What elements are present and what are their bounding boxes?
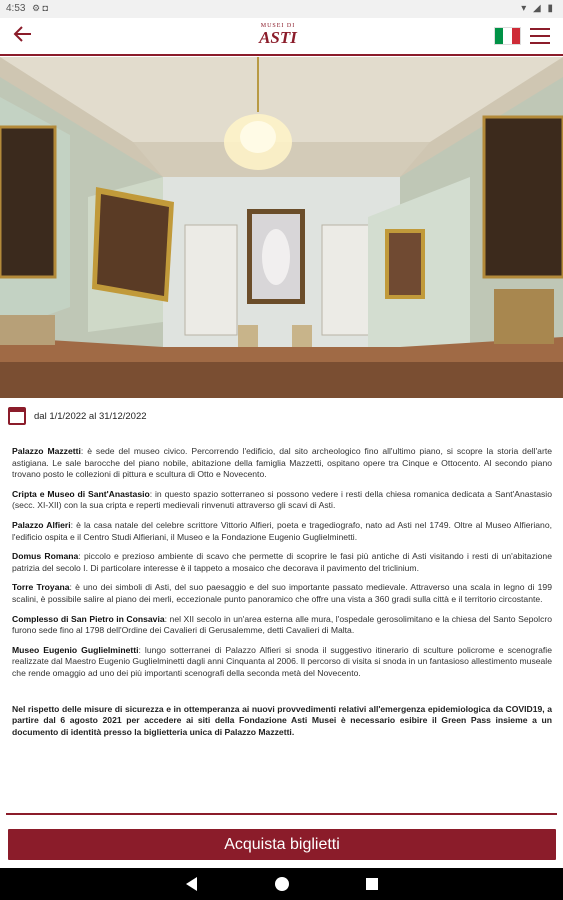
section-text: : in questo spazio sotterraneo si possono vedere i resti della chiesa romanica dedicata a Sant'Anastasio (secc. XI-XII) con la sua cripta e reperti medievali rinvenuti attraverso gli scavi di Asti.	[12, 488, 552, 511]
section-palazzo-alfieri	[12, 520, 552, 543]
logo-small-text: MUSEI DI	[260, 23, 296, 29]
museum-description	[12, 446, 552, 746]
buy-tickets-button[interactable]: Acquista biglietti	[8, 829, 556, 860]
section-title: Domus Romana	[12, 551, 79, 562]
section-museo-guglielminetti	[12, 645, 552, 680]
section-text: : è uno dei simboli di Asti, del suo paesaggio e del suo importante passato medievale. Attraverso una scala in legno di 199 scalini, è possibile salire al piano dei merli, eccezionale punto panoramico che offre una vista a 360 gradi sulla città e il territorio circostante.	[12, 582, 552, 604]
section-torre-troyana	[12, 582, 552, 605]
section-text: : è la casa natale del celebre scrittore Vittorio Alfieri, poeta e tragediografo, nato ad Asti nel 1749. Oltre al Museo Alfieriano, l'edificio ospita e il Centro Studi Alfieriani, il Museo e la Fondazione Eugenio Guglielminetti.	[12, 519, 552, 542]
event-date-row	[8, 405, 147, 427]
system-navigation-bar	[0, 868, 563, 900]
section-domus-romana	[12, 551, 552, 574]
notification-icons: ⚙ ◘	[32, 3, 49, 13]
section-title: Complesso di San Pietro in Consavia	[12, 613, 165, 624]
system-status-icons: ▾ ◢ ▮	[521, 3, 555, 14]
section-title: Cripta e Museo di Sant'Anastasio	[12, 488, 150, 499]
section-text: : nel XII secolo in un'area esterna alle mura, l'ospedale gerosolimitano e la chiesa del Santo Sepolcro furono sede fino al 1798 dell'Ordine dei Cavalieri di Gerusalemme, detti Cavalieri di Malta.	[12, 613, 553, 636]
italian-flag-icon[interactable]	[494, 27, 521, 45]
nav-home-icon[interactable]	[275, 877, 289, 891]
back-arrow-icon[interactable]	[10, 24, 36, 50]
app-bar	[0, 18, 563, 56]
status-bar	[0, 0, 563, 18]
section-palazzo-mazzetti	[12, 446, 552, 481]
section-title: Palazzo Alfieri	[12, 519, 71, 530]
section-text: : piccolo e prezioso ambiente di scavo che permette di scoprire le fasi più antiche di Asti visitando i resti di un'abitazione patrizia del secolo I. Di particolare interesse è il tappeto a mosaico che decorava il pavimento del triclinium.	[12, 551, 552, 573]
musei-di-asti-logo[interactable]	[258, 20, 298, 52]
section-text: : lungo sotterranei di Palazzo Alfieri si snoda il suggestivo itinerario di sculture policrome e scenografie realizzate dal Maestro Eugenio Guglielminetti dagli anni Cinquanta al 2006. Il percorso di visita si snoda in un fantasioso allestimento museale che rende omaggio ad uno dei più importanti scenografi della seconda metà del Novecento.	[12, 644, 552, 678]
calendar-icon	[8, 407, 26, 425]
event-dates: dal 1/1/2022 al 31/12/2022	[34, 410, 147, 422]
section-title: Torre Troyana	[12, 582, 70, 593]
section-cripta-sant-anastasio	[12, 489, 552, 512]
hamburger-menu-icon[interactable]	[530, 28, 550, 44]
section-san-pietro-consavia	[12, 614, 552, 637]
divider	[6, 813, 557, 815]
section-text: : è sede del museo civico. Percorrendo l'edificio, dal sito archeologico fino all'ultimo piano, si scopre la storia dell'arte astigiana. Le sale barocche del piano nobile, abitazione della famiglia Mazzetti, ospitano opere tra Cinque e Ottocento. Al secondo piano trovano posto le collezioni di pittura e scultura di Otto e Novecento.	[12, 446, 552, 480]
section-title: Palazzo Mazzetti	[12, 446, 81, 456]
status-time: 4:53	[6, 3, 26, 14]
museum-hall-photo	[0, 57, 563, 398]
logo-big-text: ASTI	[259, 28, 297, 47]
covid-notice: Nel rispetto delle misure di sicurezza e in ottemperanza ai nuovi provvedimenti relativi all'emergenza epidemiologica da COVID19, a partire dal 6 agosto 2021 per accedere ai siti della Fondazione Asti Musei è necessario esibire il Green Pass insieme a un documento di identità presso la biglietteria unica di Palazzo Mazzetti.	[12, 703, 552, 737]
nav-recents-icon[interactable]	[366, 878, 378, 890]
nav-back-icon[interactable]	[186, 877, 197, 891]
section-title: Museo Eugenio Guglielminetti	[12, 644, 139, 655]
